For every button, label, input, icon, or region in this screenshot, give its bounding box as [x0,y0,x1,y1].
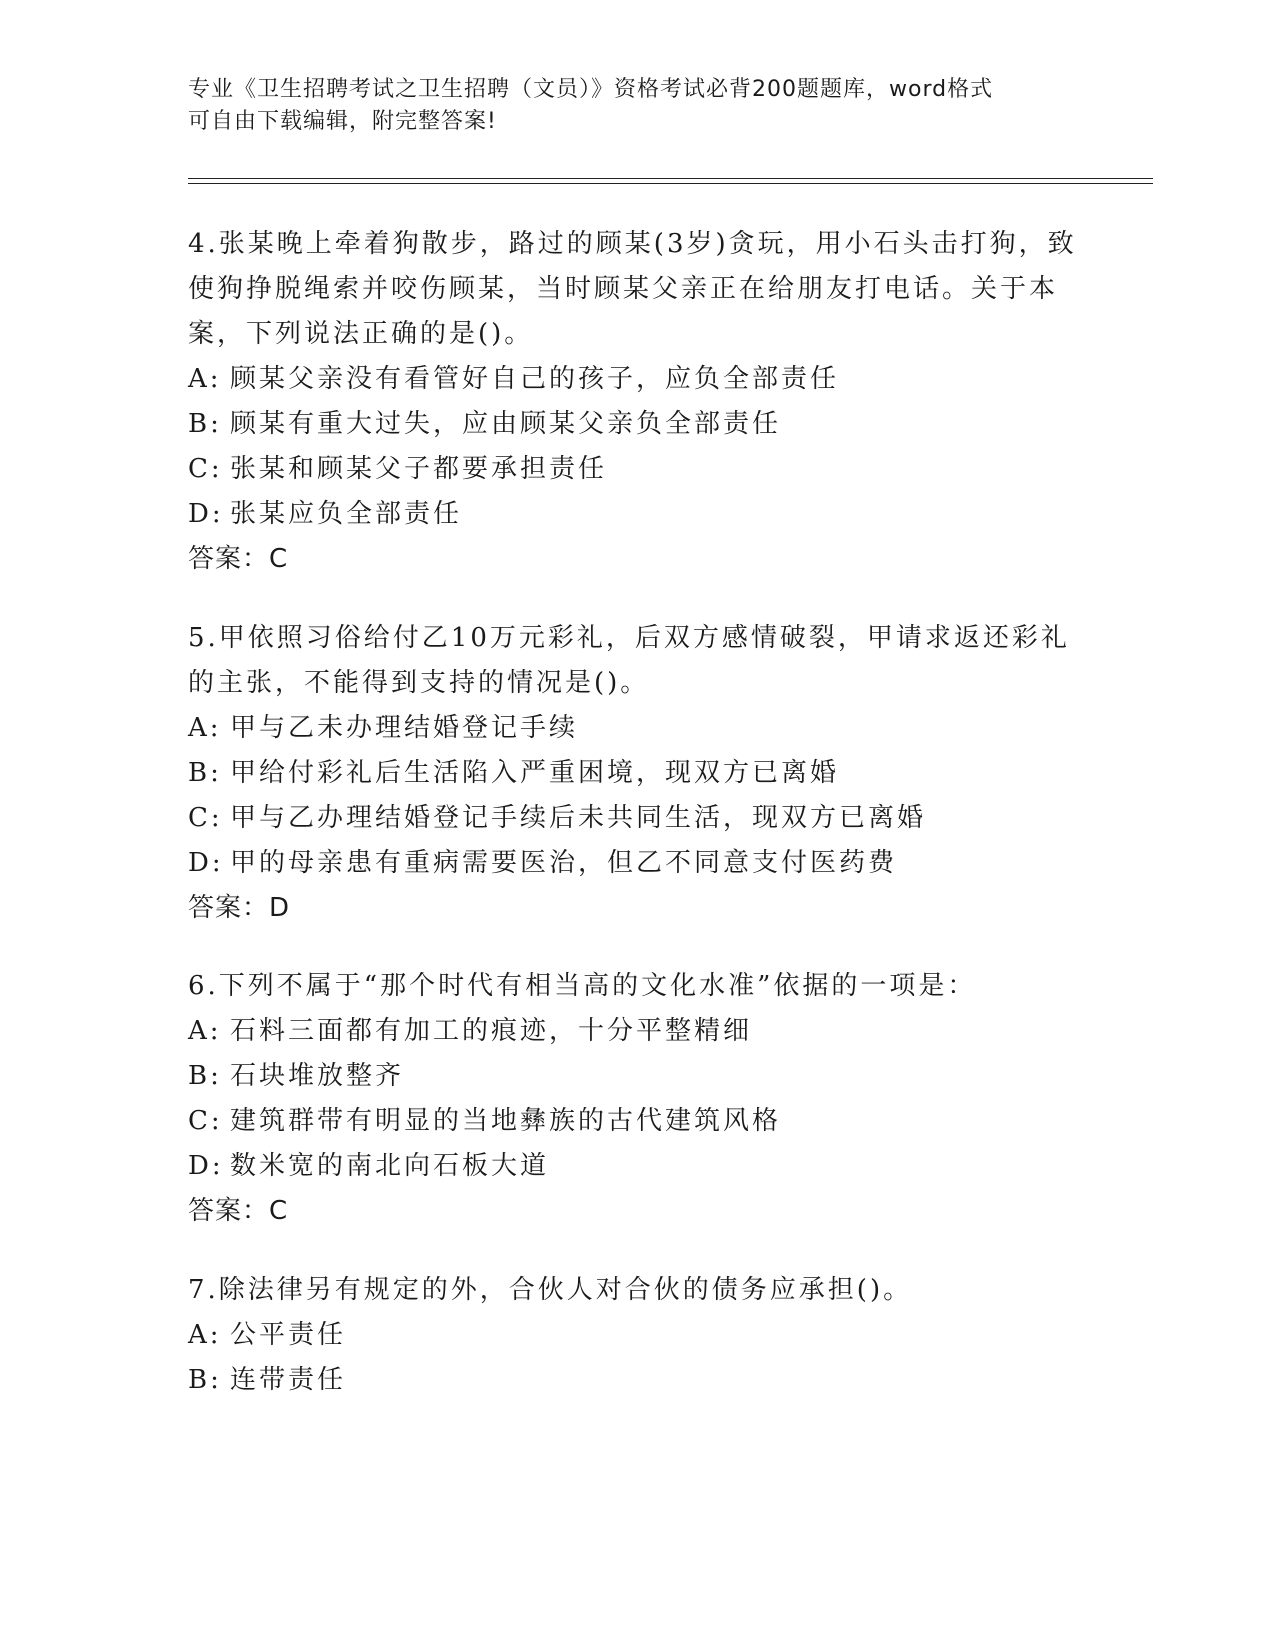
option-c [188,796,1088,841]
answer-line: 答案：C [188,544,289,574]
option-text: 甲给付彩礼后生活陷入严重困境，现双方已离婚 [230,758,840,788]
answer-line: 答案：C [188,1196,289,1226]
option-letter: D: [188,848,224,878]
option-letter: C: [188,803,223,833]
option-text: 顾某父亲没有看管好自己的孩子，应负全部责任 [230,364,840,394]
question-4 [188,222,1088,582]
option-b [188,402,1088,447]
option-letter: A: [188,1016,222,1046]
option-b [188,751,1088,796]
question-7 [188,1268,1088,1403]
option-c [188,447,1088,492]
document-header [188,74,1068,138]
option-letter: B: [188,1365,222,1395]
option-text: 石料三面都有加工的痕迹，十分平整精细 [230,1016,753,1046]
option-text: 甲与乙未办理结婚登记手续 [230,713,579,743]
question-stem-line: 4.张某晚上牵着狗散步，路过的顾某(3岁)贪玩，用小石头击打狗，致 [188,229,1077,259]
question-6 [188,964,1088,1234]
option-text: 公平责任 [230,1320,347,1350]
option-c [188,1099,1088,1144]
question-stem-line: 6.下列不属于“那个时代有相当高的文化水准”依据的一项是： [188,971,977,1001]
option-text: 顾某有重大过失，应由顾某父亲负全部责任 [230,409,782,439]
option-d [188,841,1088,886]
option-a [188,706,1088,751]
option-text: 甲与乙办理结婚登记手续后未共同生活，现双方已离婚 [230,803,927,833]
question-stem-line: 5.甲依照习俗给付乙10万元彩礼，后双方感情破裂，甲请求返还彩礼 [188,623,1070,653]
option-letter: C: [188,1106,223,1136]
header-divider-bottom [188,183,1153,184]
option-letter: D: [188,499,224,529]
option-b [188,1358,1088,1403]
option-text: 石块堆放整齐 [230,1061,405,1091]
option-d [188,492,1088,537]
option-text: 连带责任 [230,1365,347,1395]
question-stem-line: 的主张，不能得到支持的情况是()。 [188,668,650,698]
question-5 [188,616,1088,931]
option-letter: B: [188,409,222,439]
option-text: 甲的母亲患有重病需要医治，但乙不同意支付医药费 [230,848,898,878]
option-a [188,1009,1088,1054]
option-letter: C: [188,454,223,484]
option-text: 数米宽的南北向石板大道 [230,1151,550,1181]
header-line-1: 专业《卫生招聘考试之卫生招聘（文员）》资格考试必背200题题库，word格式 [188,77,994,102]
option-a [188,1313,1088,1358]
option-d [188,1144,1088,1189]
header-divider-top [188,178,1153,179]
option-text: 建筑群带有明显的当地彝族的古代建筑风格 [230,1106,782,1136]
option-letter: B: [188,1061,222,1091]
answer-line: 答案：D [188,893,291,923]
option-b [188,1054,1088,1099]
option-text: 张某应负全部责任 [230,499,463,529]
option-letter: A: [188,1320,222,1350]
option-letter: D: [188,1151,224,1181]
question-stem-line: 7.除法律另有规定的外，合伙人对合伙的债务应承担()。 [188,1275,913,1305]
header-line-2: 可自由下载编辑，附完整答案! [188,109,497,134]
option-letter: B: [188,758,222,788]
question-stem-line: 使狗挣脱绳索并咬伤顾某，当时顾某父亲正在给朋友打电话。关于本 [188,274,1059,304]
option-letter: A: [188,364,222,394]
question-stem-line: 案，下列说法正确的是()。 [188,319,534,349]
option-a [188,357,1088,402]
option-letter: A: [188,713,222,743]
option-text: 张某和顾某父子都要承担责任 [230,454,608,484]
